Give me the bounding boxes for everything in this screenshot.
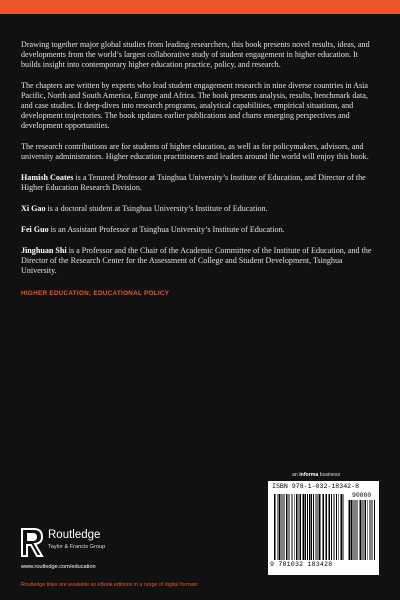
- barcode-bar: [374, 500, 375, 560]
- barcode-bar: [318, 494, 319, 560]
- barcode-bar: [277, 494, 278, 560]
- barcode-bar: [370, 500, 371, 560]
- author-bio: [21, 225, 379, 235]
- author-bio-text: is a Professor and the Chair of the Academic Committee of the Institute of Education, and the Director of the Research Center for the Assessment of College and Student Development, Tsinghua University.: [21, 246, 372, 275]
- author-name: Fei Guo: [21, 225, 49, 234]
- barcode-bar: [359, 500, 360, 560]
- routledge-mark-icon: [21, 527, 45, 557]
- isbn-text: ISBN 978-1-032-18342-8: [272, 483, 360, 490]
- barcode-bar: [323, 494, 325, 560]
- barcode-bar: [283, 494, 284, 560]
- barcode-bar: [351, 500, 353, 560]
- ebook-note: Routledge titles are available as eBook editions in a range of digital formats: [21, 582, 198, 588]
- author-bio-text: is a doctoral student at Tsinghua University’s Institute of Education.: [45, 204, 268, 213]
- barcode-bar: [289, 494, 290, 560]
- barcode-bar: [348, 500, 349, 560]
- informa-suffix: business: [318, 472, 341, 478]
- price-code: 90000: [352, 492, 372, 499]
- author-name: Jinghuan Shi: [21, 246, 67, 255]
- barcode-bar: [298, 494, 299, 560]
- ean-barcode: [274, 494, 344, 560]
- informa-prefix: an: [292, 472, 300, 478]
- barcode-bar: [302, 494, 303, 560]
- barcode-bar: [305, 494, 307, 560]
- barcode-bar: [369, 500, 370, 560]
- publisher-name: Routledge: [48, 529, 101, 541]
- routledge-logo: [21, 525, 161, 563]
- barcode-bar: [288, 494, 289, 560]
- barcode-bar: [334, 494, 335, 560]
- barcode-bar: [292, 494, 293, 560]
- publisher-url: www.routledge.com/education: [21, 564, 96, 570]
- barcode-bar: [343, 494, 344, 560]
- informa-business-label: [292, 472, 340, 478]
- addon-barcode: [348, 500, 375, 560]
- ean-digits: 9 781032 183428: [270, 561, 333, 568]
- barcode-bar: [313, 494, 314, 560]
- barcode-bar: [321, 494, 322, 560]
- author-bio: [21, 173, 379, 193]
- informa-brand: informa: [299, 472, 319, 478]
- author-name: Xi Gao: [21, 204, 46, 213]
- barcode-bar: [339, 494, 340, 560]
- author-bio-text: is a Tenured Professor at Tsinghua University’s Institute of Education, and Director of the Higher Education Research Division.: [21, 173, 366, 192]
- barcode-bar: [367, 500, 368, 560]
- description-paragraph-2: The chapters are written by experts who lead student engagement research in nine diverse countries in Asia Pacific, North and South America, Europe and Africa. The book presents analysis, results, benchmark data, and case studies. It deep-dives into research programs, analytical capabilities, empirical situations, and development trajectories. The book updates earlier publications and charts emerging perspectives and development opportunities.: [21, 81, 369, 130]
- barcode-bar: [281, 494, 282, 560]
- barcode-bar: [364, 500, 365, 560]
- barcode-bar: [336, 494, 337, 560]
- publisher-group: Taylor & Francis Group: [48, 544, 106, 550]
- top-accent-bar: [0, 0, 400, 14]
- description-paragraph-1: Drawing together major global studies from leading researchers, this book presents novel results, ideas, and developments from the world’s largest collaborative study of student engagement in higher education. It builds insight into contemporary higher education practice, policy, and research.: [21, 40, 370, 69]
- barcode-bar: [274, 494, 276, 560]
- barcode-bar: [329, 494, 331, 560]
- barcode-bar: [331, 494, 332, 560]
- barcode-bar: [286, 494, 287, 560]
- barcode-bar: [372, 500, 373, 560]
- barcode-bar: [294, 494, 295, 560]
- barcode-bar: [362, 500, 363, 560]
- author-bio: [21, 204, 379, 214]
- barcode-bar: [279, 494, 281, 560]
- barcode-bar: [316, 494, 317, 560]
- barcode-bar: [300, 494, 302, 560]
- barcode-area: [268, 481, 379, 575]
- barcode-bar: [335, 494, 336, 560]
- barcode-bar: [311, 494, 312, 560]
- barcode-bar: [341, 494, 343, 560]
- barcode-bar: [309, 494, 311, 560]
- barcode-bar: [303, 494, 304, 560]
- barcode-bar: [360, 500, 362, 560]
- barcode-bar: [291, 494, 292, 560]
- subject-categories: HIGHER EDUCATION; EDUCATIONAL POLICY: [21, 290, 170, 297]
- barcode-bar: [284, 494, 285, 560]
- author-bio-text: is an Assistant Professor at Tsinghua University’s Institute of Education.: [48, 225, 285, 234]
- barcode-bar: [326, 494, 328, 560]
- author-name: Hamish Coates: [21, 173, 74, 182]
- barcode-bar: [307, 494, 308, 560]
- barcode-bar: [319, 494, 321, 560]
- barcode-bar: [356, 500, 357, 560]
- barcode-bar: [296, 494, 297, 560]
- cover-text: [21, 40, 379, 297]
- barcode-bar: [354, 500, 355, 560]
- barcode-bar: [358, 500, 359, 560]
- author-bio: [21, 246, 379, 276]
- barcode-bar: [349, 500, 351, 560]
- description-paragraph-3: The research contributions are for students of higher education, as well as for policymakers, advisors, and university administrators. Higher education practitioners and leaders around the world will enjoy this book.: [21, 142, 369, 161]
- barcode-bar: [365, 500, 366, 560]
